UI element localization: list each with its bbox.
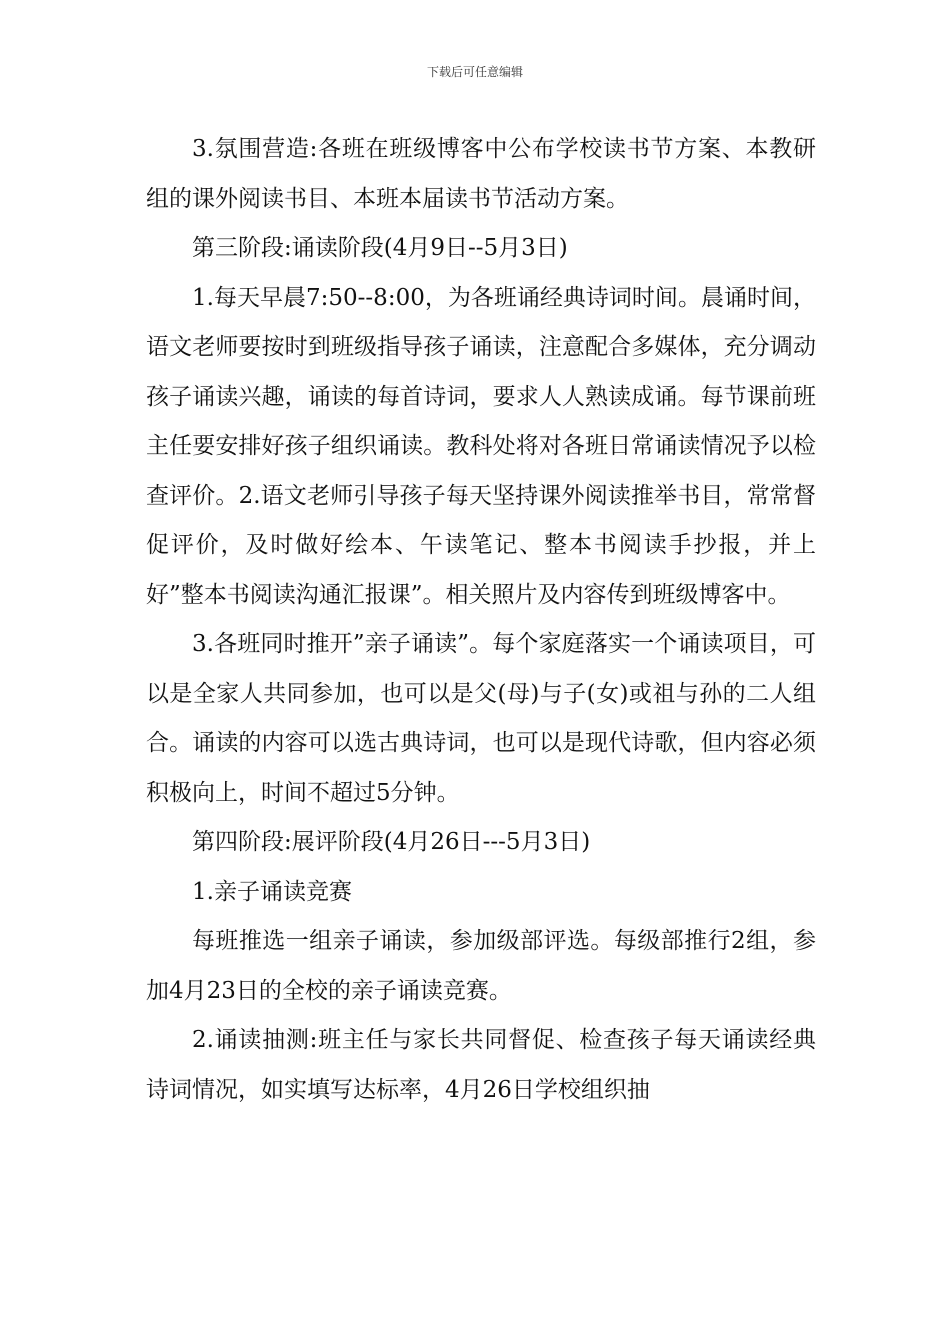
item-competition-heading: 1.亲子诵读竞赛 bbox=[192, 878, 352, 905]
page-header: 下载后可任意编辑 bbox=[426, 65, 523, 79]
stage-three-heading: 第三阶段:诵读阶段(4月9日--5月3日) bbox=[192, 235, 568, 261]
paragraph-spot-check: 2.诵读抽测:班主任与家长共同督促、检查孩子每天诵读经典诗词情况，如实填写达标率，4月26日学校组织抽 bbox=[146, 1027, 816, 1103]
paragraph-parent-child-reading: 3.各班同时推开”亲子诵读”。每个家庭落实一个诵读项目，可以是全家人共同参加，也可以是父(母)与子(女)或祖与孙的二人组合。诵读的内容可以选古典诗词，也可以是现代诗歌，但内容必须积极向上，时间不超过5分钟。 bbox=[146, 631, 816, 806]
paragraph-atmosphere: 3.氛围营造:各班在班级博客中公布学校读书节方案、本教研组的课外阅读书目、本班本届读书节活动方案。 bbox=[146, 136, 816, 212]
paragraph-competition: 每班推选一组亲子诵读，参加级部评选。每级部推行2组，参加4月23日的全校的亲子诵读竞赛。 bbox=[146, 928, 816, 1004]
paragraph-morning-reading: 1.每天早晨7:50--8:00，为各班诵经典诗词时间。晨诵时间，语文老师要按时到班级指导孩子诵读，注意配合多媒体，充分调动孩子诵读兴趣，诵读的每首诗词，要求人人熟读成诵。每节课前班主任要安排好孩子组织诵读。教科处将对各班日常诵读情况予以检查评价。2.语文老师引导孩子每天坚持课外阅读推举书目，常常督促评价，及时做好绘本、午读笔记、整本书阅读手抄报，并上好”整本书阅读沟通汇报课”。相关照片及内容传到班级博客中。 bbox=[146, 284, 816, 608]
stage-four-heading: 第四阶段:展评阶段(4月26日---5月3日) bbox=[192, 829, 591, 855]
document-body bbox=[146, 125, 816, 1115]
